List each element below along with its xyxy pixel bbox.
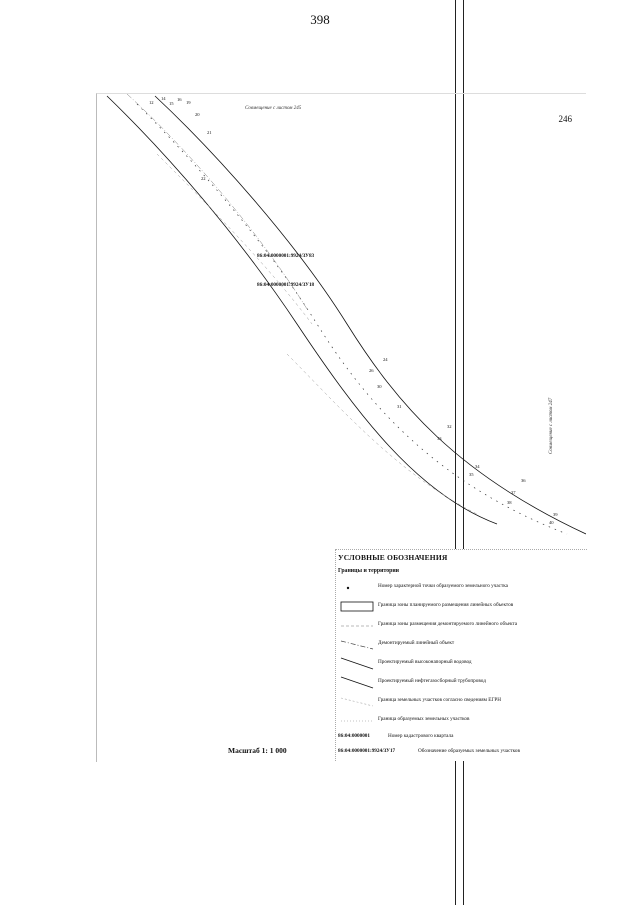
legend-item xyxy=(336,656,587,672)
legend-item-label: Граница земельных участков согласно сведениям ЕГРН xyxy=(378,697,502,703)
legend-item-label: Номер кадастрового квартала xyxy=(388,733,454,739)
point-label: 19 xyxy=(186,100,191,105)
legend-item xyxy=(336,745,587,761)
dismantled-line xyxy=(127,94,307,309)
point-label: 39 xyxy=(553,512,558,517)
match-note-right: Совмещение с листом 247 xyxy=(549,397,554,454)
point-label: 21 xyxy=(207,130,212,135)
legend-item-label: Номер характерной точки образуемого земельного участка xyxy=(378,583,508,589)
egrn-boundary xyxy=(157,154,315,324)
legend-item-label: Граница зоны размещения демонтируемого линейного объекта xyxy=(378,621,518,627)
pipeline-axis xyxy=(137,104,567,534)
legend-item xyxy=(336,599,587,615)
formed-plot-icon xyxy=(340,714,374,727)
legend-item-label: Обозначение образуемых земельных участков xyxy=(418,748,520,754)
point-label: 38 xyxy=(507,500,512,505)
point-label: 35 xyxy=(469,472,474,477)
point-label: 22 xyxy=(201,176,206,181)
legend-item-label: Граница зоны планируемого размещения линейных объектов xyxy=(378,602,514,608)
sheet-number: 246 xyxy=(558,114,572,124)
point-label: 16 xyxy=(177,97,182,102)
legend-section: Границы и территории xyxy=(338,568,400,574)
point-label: 12 xyxy=(149,100,154,105)
power-line-icon xyxy=(340,657,374,670)
point-label: 31 xyxy=(397,404,402,409)
cadastral-label: 86:04:0000001:9924/ЗУ18 xyxy=(257,282,315,288)
pipeline-icon xyxy=(340,676,374,689)
point-label: 24 xyxy=(383,357,388,362)
rectangle-icon xyxy=(340,600,374,613)
point-label: 14 xyxy=(161,96,166,101)
point-label: 30 xyxy=(377,384,382,389)
point-label: 15 xyxy=(169,101,174,106)
match-note-top: Совмещение с листом 245 xyxy=(245,106,302,111)
legend-item xyxy=(336,713,587,729)
legend-item-label: Проектируемый высоконапорный водовод xyxy=(378,659,472,665)
legend-code: 86:04:0000001:9924/ЗУ17 xyxy=(338,748,396,754)
legend-item-label: Проектируемый нефтегазосборный трубопровод xyxy=(378,678,486,684)
zone-boundary-right xyxy=(155,96,586,534)
cadastral-label: 86:04:0000001:9924/ЗУ83 xyxy=(257,253,315,259)
point-label: 33 xyxy=(437,436,442,441)
legend-item xyxy=(336,694,587,710)
legend-item xyxy=(336,675,587,691)
legend-item xyxy=(336,637,587,653)
legend-item xyxy=(336,618,587,634)
dismantled-line-icon xyxy=(340,638,374,651)
point-label: 20 xyxy=(195,112,200,117)
zone-boundary-left xyxy=(107,96,497,524)
egrn-boundary xyxy=(287,354,477,514)
egrn-boundary-icon xyxy=(340,695,374,708)
legend xyxy=(335,549,587,761)
legend-item xyxy=(336,730,587,746)
point-label: 32 xyxy=(447,424,452,429)
legend-title: УСЛОВНЫЕ ОБОЗНАЧЕНИЯ xyxy=(338,553,448,562)
legend-item-label: Демонтируемый линейный объект xyxy=(378,640,455,646)
legend-item xyxy=(336,580,587,596)
map-sheet xyxy=(96,93,586,762)
point-label: 34 xyxy=(475,464,480,469)
scale-label: Масштаб 1: 1 000 xyxy=(228,746,287,755)
dashed-boundary-icon xyxy=(340,619,374,632)
point-marker-icon xyxy=(340,581,374,594)
legend-item-label: Граница образуемых земельных участков xyxy=(378,716,470,722)
point-label: 36 xyxy=(521,478,526,483)
legend-code: 86:04:0000001 xyxy=(338,733,370,739)
point-label: 40 xyxy=(549,520,554,525)
page-number: 398 xyxy=(310,12,330,27)
point-label: 37 xyxy=(511,490,516,495)
point-label: 26 xyxy=(369,368,374,373)
